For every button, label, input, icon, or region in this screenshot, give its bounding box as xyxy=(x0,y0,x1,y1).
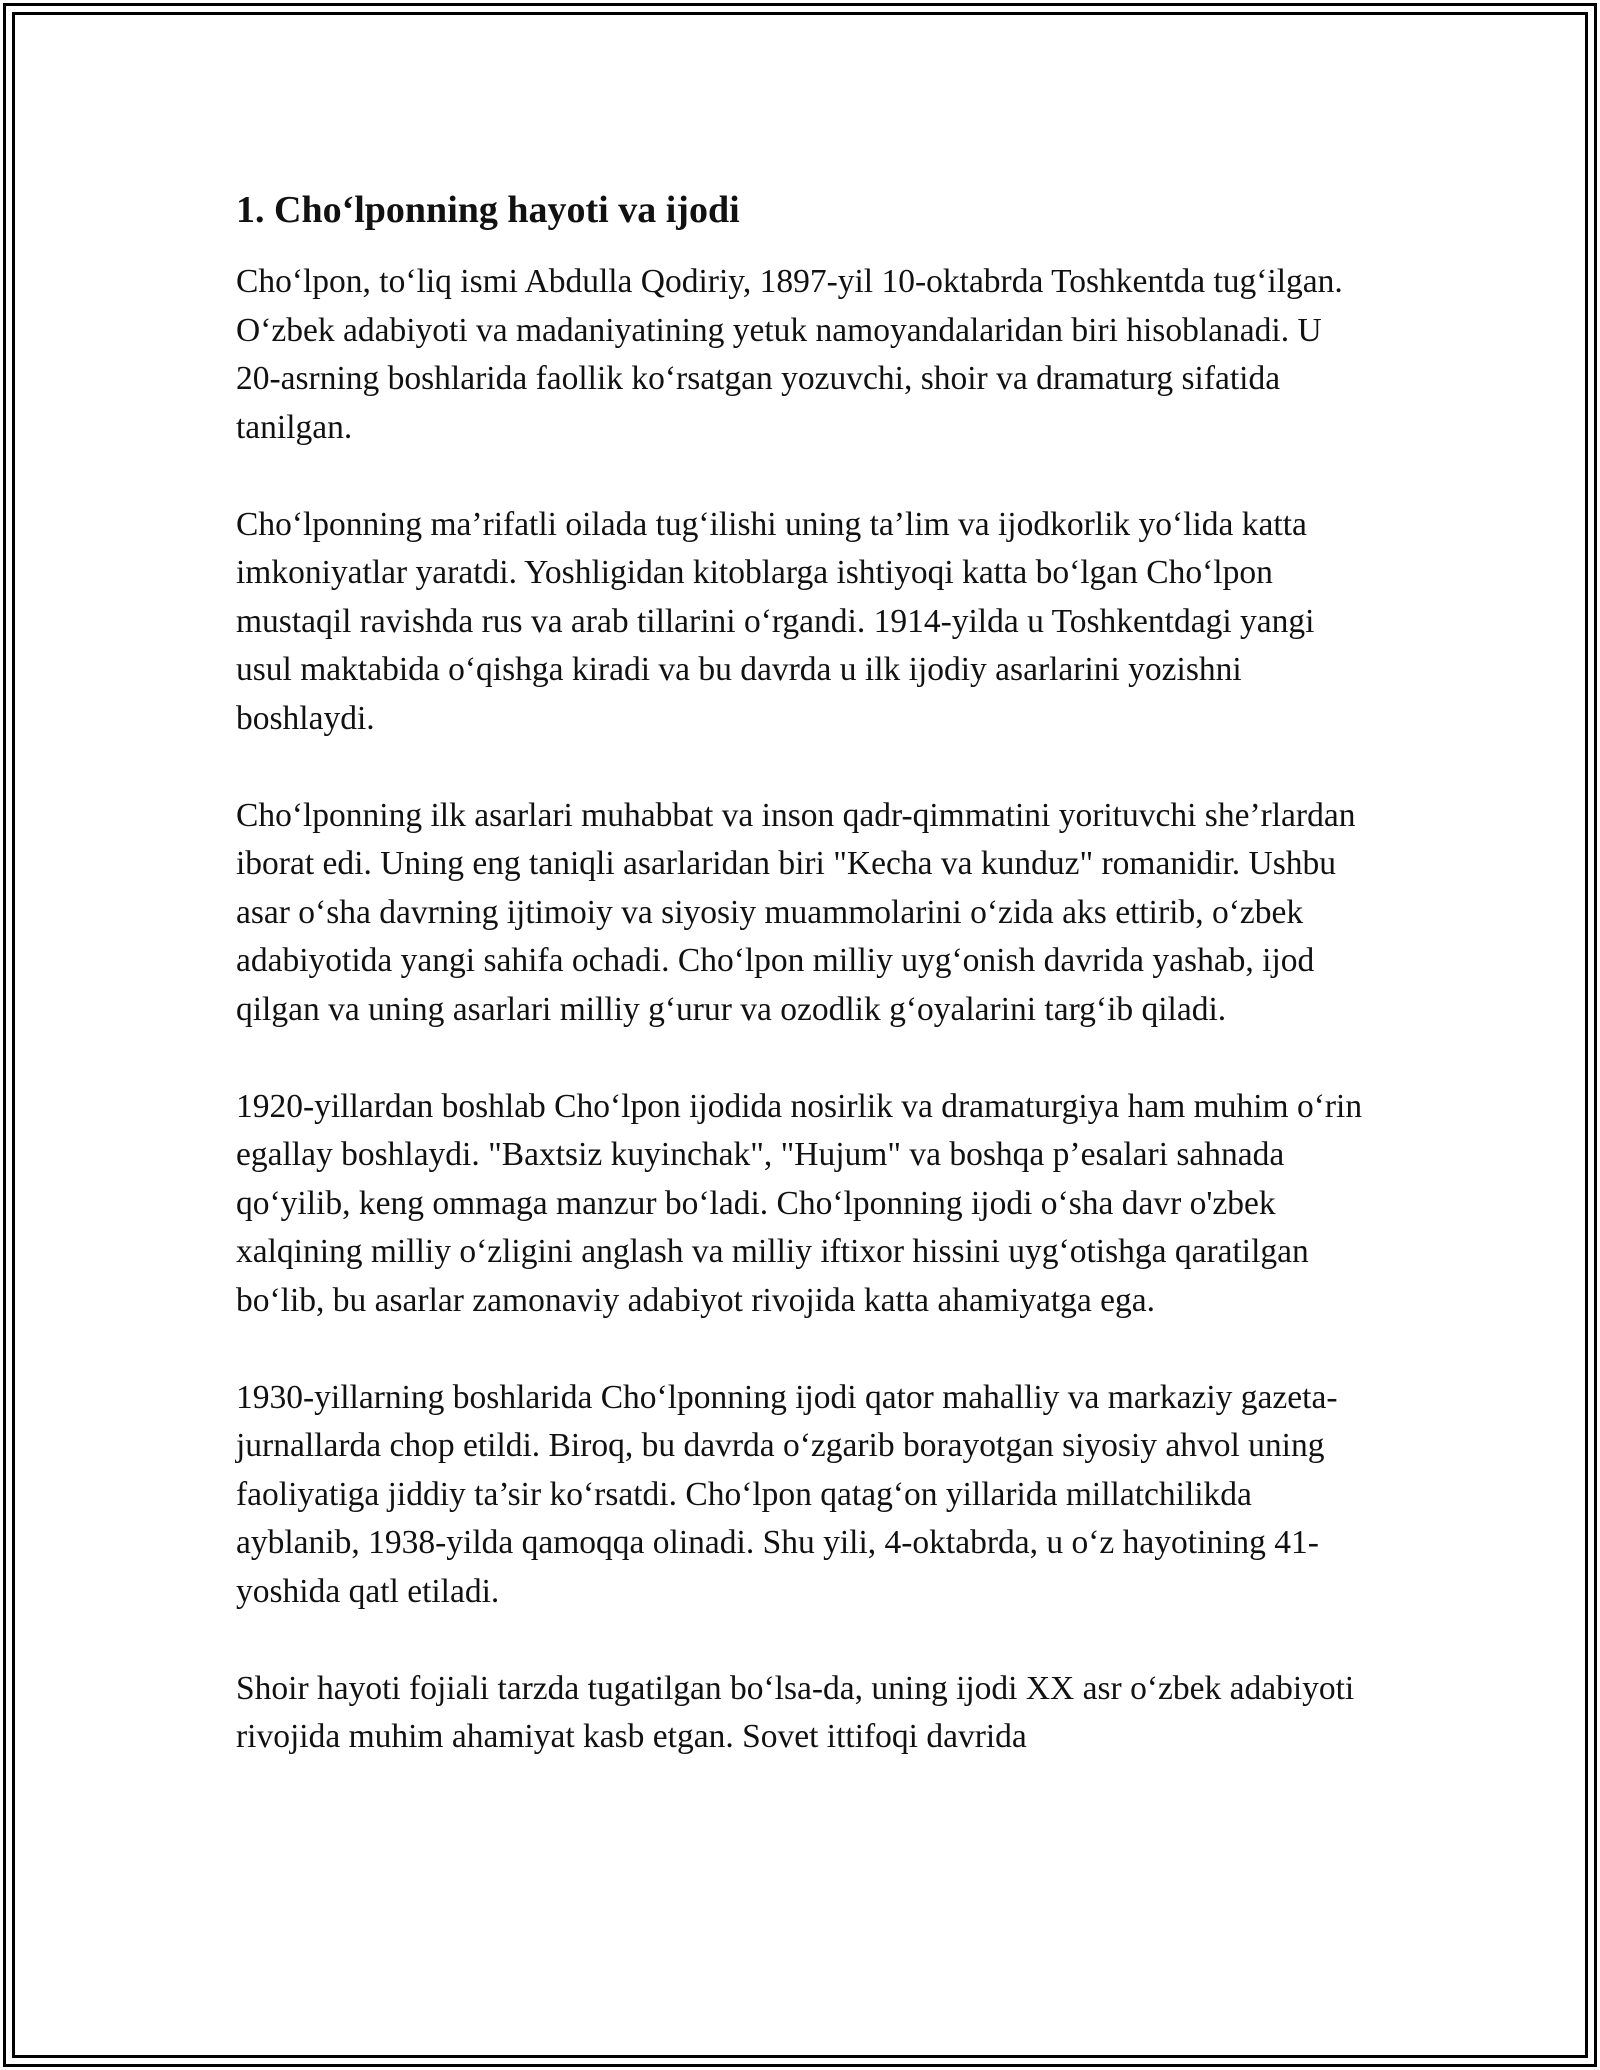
document-body xyxy=(236,186,1366,1762)
paragraph-2: Cho‘lponning ma’rifatli oilada tug‘ilishi uning ta’lim va ijodkorlik yo‘lida katta imkoniyatlar yaratdi. Yoshligidan kitoblarga ishtiyoqi katta bo‘lgan Cho‘lpon mustaqil ravishda rus va arab tillarini o‘rgandi. 1914-yilda u Toshkentdagi yangi usul maktabida o‘qishga kiradi va bu davrda u ilk ijodiy asarlarini yozishni boshlaydi. xyxy=(236,505,1315,737)
section-heading: 1. Cho‘lponning hayoti va ijodi xyxy=(236,189,740,231)
paragraph-1: Cho‘lpon, to‘liq ismi Abdulla Qodiriy, 1897-yil 10-oktabrda Toshkentda tug‘ilgan. O‘zbek adabiyoti va madaniyatining yetuk namoyandalaridan biri hisoblanadi. U 20-asrning boshlarida faollik ko‘rsatgan yozuvchi, shoir va dramaturg sifatida tanilgan. xyxy=(236,263,1343,446)
paragraph-4: 1920-yillardan boshlab Cho‘lpon ijodida nosirlik va dramaturgiya ham muhim o‘rin egallay boshlaydi. "Baxtsiz kuyinchak", "Hujum" va boshqa p’esalari sahnada qo‘yilib, keng ommaga manzur bo‘ladi. Cho‘lponning ijodi o‘sha davr o'zbek xalqining milliy o‘zligini anglash va milliy iftixor hissini uyg‘otishga qaratilgan bo‘lib, bu asarlar zamonaviy adabiyot rivojida katta ahamiyatga ega. xyxy=(236,1087,1363,1319)
paragraph-5: 1930-yillarning boshlarida Cho‘lponning ijodi qator mahalliy va markaziy gazeta-jurnallarda chop etildi. Biroq, bu davrda o‘zgarib borayotgan siyosiy ahvol uning faoliyatiga jiddiy ta’sir ko‘rsatdi. Cho‘lpon qatag‘on yillarida millatchilikda ayblanib, 1938-yilda qamoqqa olinadi. Shu yili, 4-oktabrda, u o‘z hayotining 41-yoshida qatl etiladi. xyxy=(236,1378,1338,1610)
paragraph-3: Cho‘lponning ilk asarlari muhabbat va inson qadr-qimmatini yorituvchi she’rlardan iborat edi. Uning eng taniqli asarlaridan biri "Kecha va kunduz" romanidir. Ushbu asar o‘sha davrning ijtimoiy va siyosiy muammolarini o‘zida aks ettirib, o‘zbek adabiyotida yangi sahifa ochadi. Cho‘lpon milliy uyg‘onish davrida yashab, ijod qilgan va uning asarlari milliy g‘urur va ozodlik g‘oyalarini targ‘ib qiladi. xyxy=(236,796,1356,1028)
paragraph-6: Shoir hayoti fojiali tarzda tugatilgan bo‘lsa-da, uning ijodi XX asr o‘zbek adabiyoti rivojida muhim ahamiyat kasb etgan. Sovet ittifoqi davrida xyxy=(236,1669,1355,1755)
